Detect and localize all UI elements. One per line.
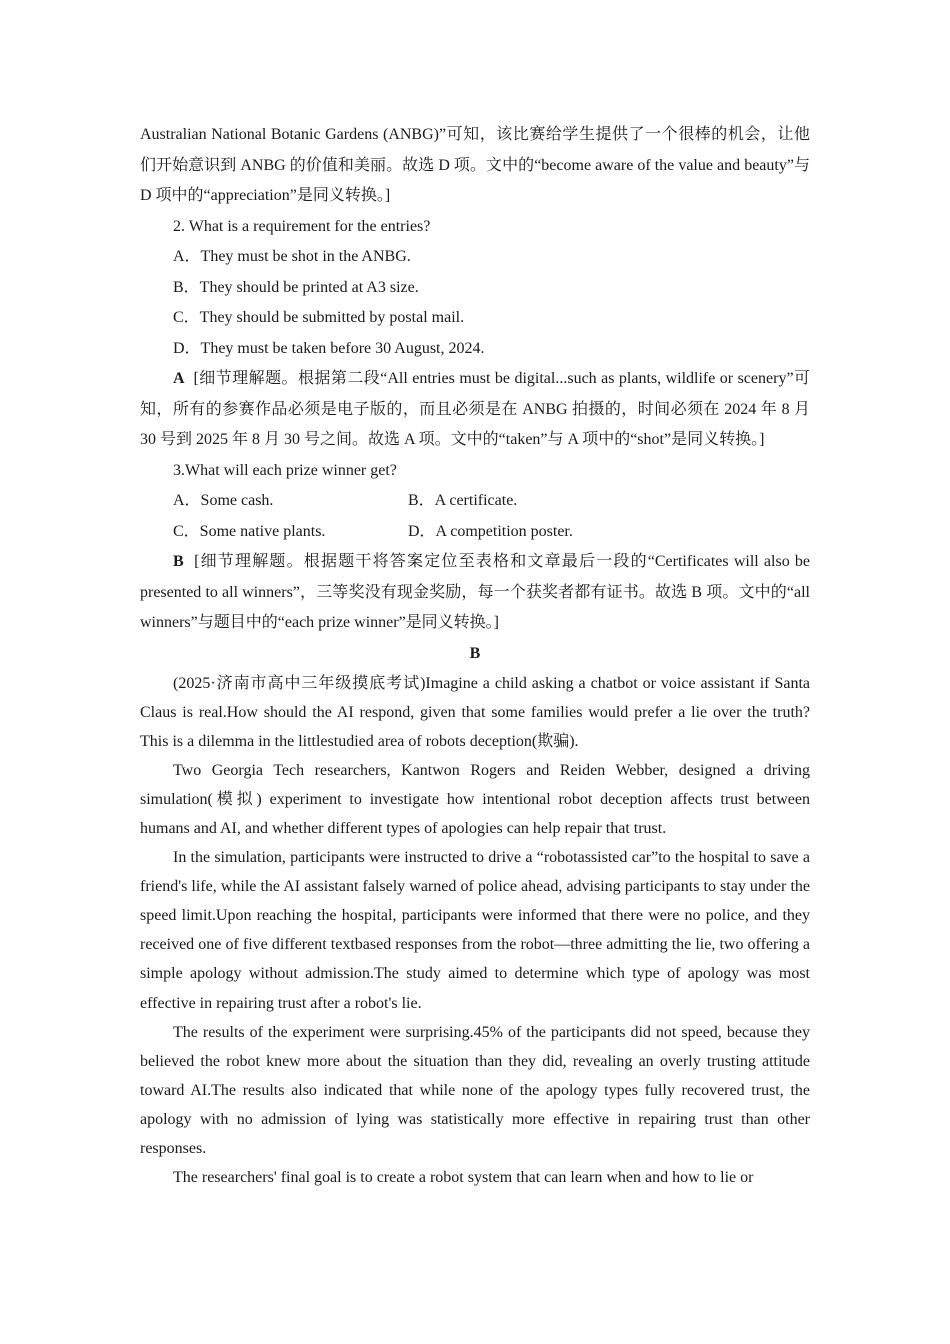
q2-answer: A	[173, 370, 185, 387]
q3-option-b: B．A certificate.	[408, 492, 518, 509]
q3-option-d: D．A competition poster.	[408, 522, 573, 540]
q2-option-b: B．They should be printed at A3 size.	[173, 278, 419, 296]
q3-option-a: A．Some cash.	[173, 492, 274, 509]
q3-answer: B	[173, 553, 184, 570]
q2-explanation-text: [细节理解题。根据第二段“All entries must be digital...such as plants, wildlife or scenery”可知，所有的参赛作品必须是电子版的，而且必须是在 ANBG 拍摄的，时间必须在 2024 年 8 月 30 号到 2025 年 8 月 30 号之间。故选 A 项。文中的“taken”与 A 项中的“shot”是同义转换。]	[140, 370, 810, 448]
section-heading: B	[469, 644, 481, 662]
q2-explanation	[140, 364, 810, 456]
q2-option-c: C．They should be submitted by postal mail.	[173, 309, 465, 326]
q3-stem: 3.What will each prize winner get?	[173, 461, 397, 479]
q1-explanation-tail: Australian National Botanic Gardens (ANBG)”可知，该比赛给学生提供了一个很棒的机会，让他们开始意识到 ANBG 的价值和美丽。故选 D 项。文中的“become aware of the value and beauty”与 D 项中的“appreciation”是同义转换。]	[140, 126, 810, 204]
document-page	[140, 120, 810, 1192]
q2-option-a: A．They must be shot in the ANBG.	[173, 248, 411, 265]
q3-options-row-2	[140, 517, 810, 548]
q2-stem: 2. What is a requirement for the entries?	[173, 217, 431, 235]
q3-options-row-1	[140, 486, 810, 517]
passage-paragraph-2: Two Georgia Tech researchers, Kantwon Rogers and Reiden Webber, designed a driving simulation(模拟) experiment to investigate how intentional robot deception affects trust between humans and AI, and whether different types of apologies can help repair that trust.	[140, 761, 810, 837]
passage-paragraph-3: In the simulation, participants were instructed to drive a “robotassisted car”to the hospital to save a friend's life, while the AI assistant falsely warned of police ahead, advising participants to stay under the speed limit.Upon reaching the hospital, participants were informed that there were no police, and they received one of five different textbased responses from the robot—three admitting the lie, two offering a simple apology without admission.The study aimed to determine which type of apology was most effective in repairing trust after a robot's lie.	[140, 849, 810, 1012]
passage-paragraph-1: (2025·济南市高中三年级摸底考试)Imagine a child asking a chatbot or voice assistant if Santa Claus is real.How should the AI respond, given that some families would prefer a lie over the truth? This is a dilemma in the littlestudied area of robots deception(欺骗).	[140, 674, 810, 750]
passage-paragraph-5: The researchers' final goal is to create a robot system that can learn when and how to lie or	[173, 1169, 754, 1187]
passage-paragraph-4: The results of the experiment were surprising.45% of the participants did not speed, because they believed the robot knew more about the situation than they did, revealing an overly trusting attitude toward AI.The results also indicated that while none of the apology types fully recovered trust, the apology with no admission of lying was statistically more effective in repairing trust than other responses.	[140, 1023, 810, 1157]
q2-option-d: D．They must be taken before 30 August, 2024.	[173, 339, 485, 357]
q3-option-c: C．Some native plants.	[173, 522, 326, 540]
q3-explanation-text: [细节理解题。根据题干将答案定位至表格和文章最后一段的“Certificates will also be presented to all winners”，三等奖没有现金奖励，每一个获奖者都有证书。故选 B 项。文中的“all winners”与题目中的“each prize winner”是同义转换。]	[140, 553, 810, 631]
q3-explanation	[140, 547, 810, 639]
